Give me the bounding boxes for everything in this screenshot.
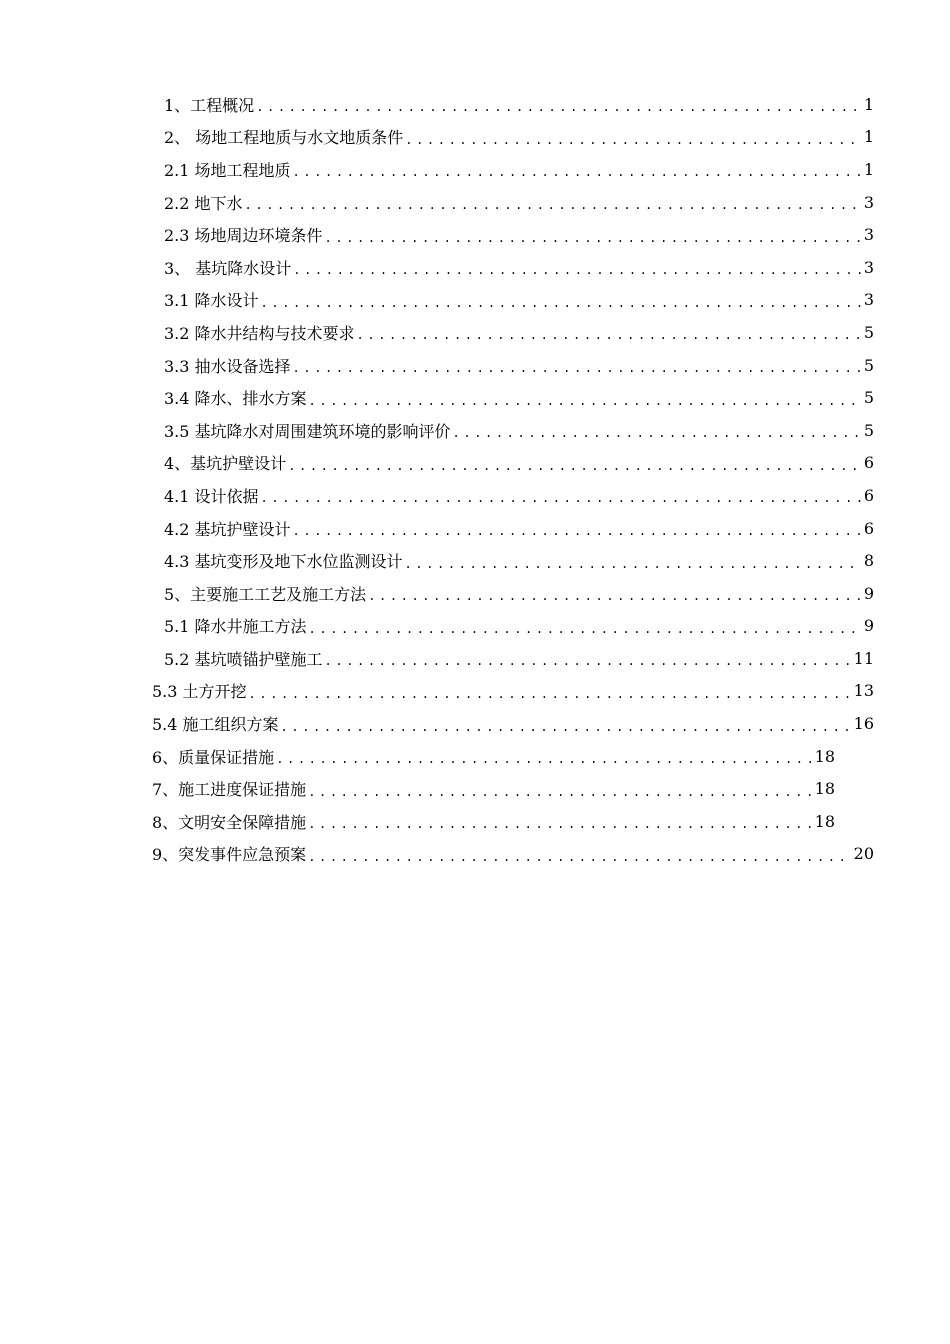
toc-entry-title: 4.2 基坑护壁设计 bbox=[164, 517, 291, 540]
toc-entry[interactable] bbox=[0, 577, 874, 610]
toc-entry-title: 4、基坑护壁设计 bbox=[164, 451, 286, 474]
toc-dot-leader bbox=[293, 263, 862, 277]
toc-entry-page-number: 5 bbox=[863, 420, 874, 440]
toc-entry-title: 2.2 地下水 bbox=[164, 191, 243, 214]
toc-entry[interactable] bbox=[0, 88, 874, 121]
toc-entry[interactable] bbox=[0, 381, 874, 414]
toc-entry-page-number: 9 bbox=[863, 583, 874, 603]
toc-entry-page-number: 3 bbox=[863, 290, 874, 310]
toc-dot-leader bbox=[368, 589, 862, 603]
toc-dot-leader bbox=[325, 231, 862, 245]
toc-dot-leader bbox=[357, 328, 862, 342]
toc-dot-leader bbox=[453, 426, 862, 440]
toc-dot-leader bbox=[261, 491, 862, 505]
toc-dot-leader bbox=[309, 394, 862, 408]
toc-entry-page-number: 18 bbox=[814, 779, 835, 799]
toc-entry-title: 6、质量保证措施 bbox=[152, 745, 274, 768]
toc-dot-leader bbox=[309, 622, 862, 636]
toc-dot-leader bbox=[245, 198, 862, 212]
toc-entry-title: 3.2 降水井结构与技术要求 bbox=[164, 321, 355, 344]
toc-entry[interactable] bbox=[0, 414, 874, 447]
toc-dot-leader bbox=[405, 133, 862, 147]
toc-entry[interactable] bbox=[0, 186, 874, 219]
toc-entry-title: 3.4 降水、排水方案 bbox=[164, 386, 307, 409]
toc-entry[interactable] bbox=[0, 805, 835, 838]
toc-dot-leader bbox=[308, 817, 812, 831]
toc-dot-leader bbox=[308, 785, 812, 799]
toc-entry-page-number: 5 bbox=[863, 388, 874, 408]
toc-entry[interactable] bbox=[0, 316, 874, 349]
toc-entry-page-number: 13 bbox=[853, 681, 874, 701]
toc-dot-leader bbox=[293, 524, 862, 538]
table-of-contents bbox=[0, 88, 950, 870]
toc-entry-page-number: 6 bbox=[863, 453, 874, 473]
toc-entry[interactable] bbox=[0, 740, 835, 773]
toc-entry[interactable] bbox=[0, 772, 835, 805]
toc-entry-page-number: 6 bbox=[863, 485, 874, 505]
toc-entry-page-number: 3 bbox=[863, 192, 874, 212]
toc-entry[interactable] bbox=[0, 610, 874, 643]
toc-entry[interactable] bbox=[0, 479, 874, 512]
toc-entry[interactable] bbox=[0, 153, 874, 186]
toc-entry-title: 2.1 场地工程地质 bbox=[164, 158, 291, 181]
toc-entry-page-number: 1 bbox=[863, 159, 874, 179]
toc-dot-leader bbox=[293, 165, 862, 179]
toc-entry[interactable] bbox=[0, 218, 874, 251]
toc-entry-title: 3.1 降水设计 bbox=[164, 288, 259, 311]
toc-dot-leader bbox=[276, 752, 812, 766]
toc-dot-leader bbox=[288, 459, 862, 473]
toc-entry[interactable] bbox=[0, 675, 874, 708]
toc-entry-page-number: 18 bbox=[814, 811, 835, 831]
toc-entry-page-number: 8 bbox=[863, 551, 874, 571]
toc-entry[interactable] bbox=[0, 251, 874, 284]
toc-entry-title: 3.5 基坑降水对周围建筑环境的影响评价 bbox=[164, 419, 451, 442]
toc-dot-leader bbox=[256, 100, 862, 114]
toc-entry-page-number: 20 bbox=[853, 844, 874, 864]
toc-dot-leader bbox=[308, 850, 851, 864]
toc-entry-page-number: 11 bbox=[853, 648, 874, 668]
toc-entry-page-number: 9 bbox=[863, 616, 874, 636]
toc-entry-title: 5、主要施工工艺及施工方法 bbox=[164, 582, 366, 605]
toc-entry-title: 3、 基坑降水设计 bbox=[164, 256, 291, 279]
toc-entry-title: 2、 场地工程地质与水文地质条件 bbox=[164, 125, 403, 148]
toc-dot-leader bbox=[325, 654, 852, 668]
toc-dot-leader bbox=[249, 687, 852, 701]
toc-entry-title: 5.1 降水井施工方法 bbox=[164, 614, 307, 637]
toc-entry-title: 5.3 土方开挖 bbox=[152, 679, 247, 702]
toc-dot-leader bbox=[293, 361, 862, 375]
toc-dot-leader bbox=[405, 557, 862, 571]
toc-entry-page-number: 5 bbox=[863, 355, 874, 375]
toc-entry-page-number: 16 bbox=[853, 714, 874, 734]
toc-entry-page-number: 5 bbox=[863, 322, 874, 342]
toc-entry-page-number: 3 bbox=[863, 257, 874, 277]
toc-entry-title: 2.3 场地周边环境条件 bbox=[164, 223, 323, 246]
toc-entry[interactable] bbox=[0, 284, 874, 317]
toc-entry-title: 7、施工进度保证措施 bbox=[152, 777, 306, 800]
toc-entry[interactable] bbox=[0, 707, 874, 740]
toc-entry-page-number: 18 bbox=[814, 746, 835, 766]
toc-entry-title: 1、工程概况 bbox=[164, 93, 254, 116]
toc-entry[interactable] bbox=[0, 544, 874, 577]
toc-entry[interactable] bbox=[0, 642, 874, 675]
toc-entry-page-number: 3 bbox=[863, 225, 874, 245]
toc-entry[interactable] bbox=[0, 349, 874, 382]
toc-dot-leader bbox=[281, 720, 852, 734]
toc-entry[interactable] bbox=[0, 838, 874, 871]
toc-entry-title: 4.3 基坑变形及地下水位监测设计 bbox=[164, 549, 403, 572]
toc-entry-title: 4.1 设计依据 bbox=[164, 484, 259, 507]
toc-entry[interactable] bbox=[0, 512, 874, 545]
toc-entry-title: 9、突发事件应急预案 bbox=[152, 842, 306, 865]
toc-entry-title: 3.3 抽水设备选择 bbox=[164, 354, 291, 377]
toc-entry-title: 5.4 施工组织方案 bbox=[152, 712, 279, 735]
toc-entry[interactable] bbox=[0, 121, 874, 154]
toc-entry-page-number: 1 bbox=[863, 127, 874, 147]
toc-entry-page-number: 6 bbox=[863, 518, 874, 538]
toc-entry[interactable] bbox=[0, 447, 874, 480]
toc-entry-title: 5.2 基坑喷锚护壁施工 bbox=[164, 647, 323, 670]
toc-entry-title: 8、文明安全保障措施 bbox=[152, 810, 306, 833]
toc-entry-page-number: 1 bbox=[863, 94, 874, 114]
toc-dot-leader bbox=[261, 296, 862, 310]
